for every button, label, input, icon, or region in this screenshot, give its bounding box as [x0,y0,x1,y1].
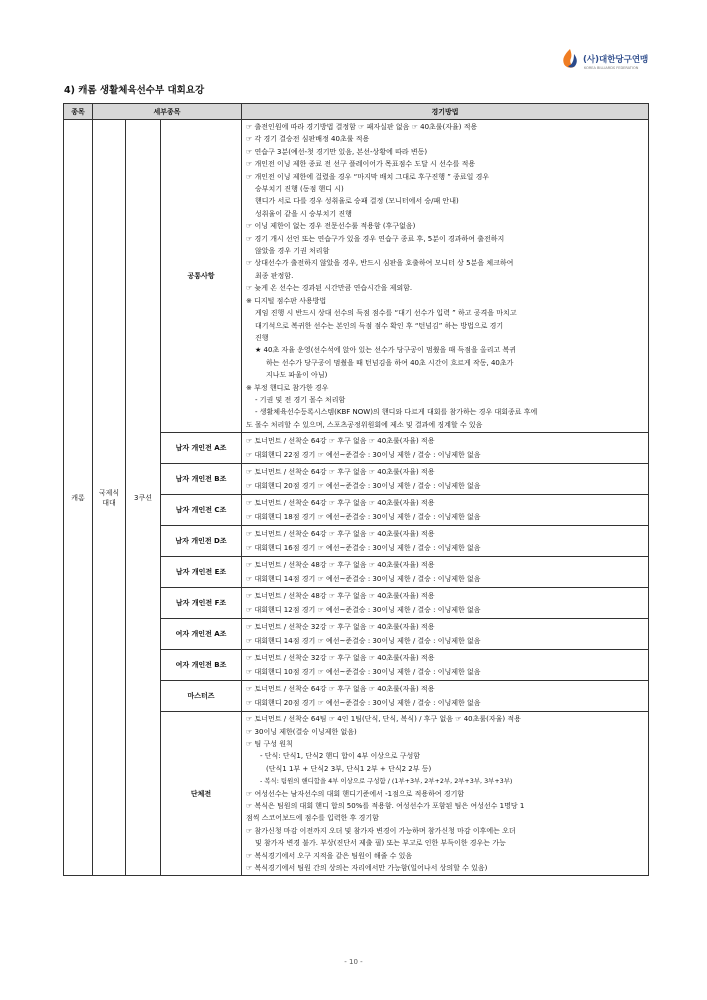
common-line: - 생활체육선수등록시스템(KBF NOW)의 핸디와 다르게 대회를 참가하는 경우 대회종료 후에 [255,408,538,417]
common-line: 성취율이 같을 시 승부치기 진행 [255,209,352,218]
team-line: - 단식: 단식1, 단식2 핸디 합이 4부 이상으로 구성함 [260,752,421,761]
team-rules [242,712,649,876]
event-cell: 캐롬 [64,120,93,876]
common-line: ★ 40초 자율 운영(선수석에 앉아 있는 선수가 당구공이 멈췄을 때 득점을 올리고 복귀 [255,346,517,355]
common-line: 승부치기 진행 (동점 핸디 시) [255,185,344,194]
division-name: 여자 개인전 B조 [161,650,242,681]
division-line: ☞ 대회핸디 18점 경기 ☞ 예선~준결승 : 30이닝 제한 / 결승 : 이닝제한 없음 [246,513,481,522]
rules-table [63,103,649,876]
common-line: 게임 진행 시 반드시 상대 선수의 득점 점수를 “대기 선수가 입력 ” 하고 공격을 마치고 [255,309,517,318]
division-line: ☞ 대회핸디 20점 경기 ☞ 예선~준결승 : 30이닝 제한 / 결승 : 이닝제한 없음 [246,482,481,491]
team-line: 및 참가자 변경 불가. 부상(진단서 제출 필) 또는 부고로 인한 부득이한 경우는 가능 [255,839,506,848]
common-rules [242,120,649,433]
division-name: 남자 개인전 F조 [161,588,242,619]
team-line: - 복식: 팀원의 핸디합을 4부 이상으로 구성함 / (1부+3부, 2부+2부, 2부+3부, 3부+3부) [260,777,513,786]
common-line: ☞ 상대선수가 출전하지 않았을 경우, 반드시 심판을 호출하여 모니터 상 5분을 체크하여 [246,259,514,268]
division-line: ☞ 토너먼트 / 선착순 32강 ☞ 후구 없음 ☞ 40초룰(자율) 적용 [246,623,435,632]
common-line: 핸디가 서로 다를 경우 성취율로 승패 결정 (모니터에서 승/패 안내) [255,197,459,206]
division-line: ☞ 대회핸디 14점 경기 ☞ 예선~준결승 : 30이닝 제한 / 결승 : 이닝제한 없음 [246,637,481,646]
common-line: ☞ 각 경기 결승전 심판배정 40초룰 적용 [246,135,370,144]
common-line: ☞ 경기 개시 선언 또는 연습구가 있을 경우 연습구 종료 후, 5분이 경과하여 출전하지 [246,234,505,243]
division-name: 남자 개인전 E조 [161,557,242,588]
header-event: 종목 [64,104,93,120]
team-line: 점씩 스코어보드에 점수를 입력한 후 경기함 [246,814,379,823]
common-line: 대기석으로 복귀한 선수는 본인의 득점 점수 확인 후 “턴넘김” 하는 방법으로 경기 [255,321,504,330]
common-line: ☞ 늦게 온 선수는 경과된 시간만큼 연습시간을 제외함. [246,284,413,293]
common-line: ※ 디지털 점수판 사용방법 [246,296,327,305]
division-line: ☞ 대회핸디 14점 경기 ☞ 예선~준결승 : 30이닝 제한 / 결승 : 이닝제한 없음 [246,575,481,584]
sub-cell: 3쿠션 [126,120,161,876]
division-line: ☞ 토너먼트 / 선착순 64강 ☞ 후구 없음 ☞ 40초룰(자율) 적용 [246,685,435,694]
division-line: ☞ 토너먼트 / 선착순 64강 ☞ 후구 없음 ☞ 40초룰(자율) 적용 [246,530,435,539]
team-line: (단식1 1부 + 단식2 3부, 단식1 2부 + 단식2 2부 등) [266,764,432,773]
common-line: ※ 부정 핸디로 참가한 경우 [246,383,329,392]
flame-logo-icon [560,48,580,70]
common-line: 지나도 파울이 아님) [266,371,328,380]
table-row [64,120,649,433]
header-subevent: 세부종목 [93,104,242,120]
team-label: 단체전 [161,712,242,876]
division-name: 여자 개인전 A조 [161,619,242,650]
logo-text: (사)대한당구연맹 [583,55,649,65]
division-name: 남자 개인전 B조 [161,464,242,495]
common-line: ☞ 개인전 이닝 제한에 걸렸을 경우 “마지막 배치 그대로 후구진행 ” 종료일 경우 [246,172,490,181]
common-line: 최종 판정함. [255,271,294,280]
division-line: ☞ 대회핸디 10점 경기 ☞ 예선~준결승 : 30이닝 제한 / 결승 : 이닝제한 없음 [246,668,481,677]
division-line: ☞ 대회핸디 20점 경기 ☞ 예선~준결승 : 30이닝 제한 / 결승 : 이닝제한 없음 [246,699,481,708]
common-line: ☞ 출전인원에 따라 경기방법 결정함 ☞ 패자실판 없음 ☞ 40초룰(자율) 적용 [246,123,478,131]
division-line: ☞ 대회핸디 16점 경기 ☞ 예선~준결승 : 30이닝 제한 / 결승 : 이닝제한 없음 [246,544,481,553]
page-number: - 10 - [344,958,363,966]
division-line: ☞ 대회핸디 22점 경기 ☞ 예선~준결승 : 30이닝 제한 / 결승 : 이닝제한 없음 [246,451,481,460]
header-method: 경기방법 [242,104,649,120]
section-title: 4) 캐롬 생활체육선수부 대회요강 [64,85,205,96]
table-header-row [64,104,649,120]
team-line: ☞ 복식은 팀원의 대회 핸디 합의 50%를 적용함. 여성선수가 포함된 팀은 여성선수 1명당 1 [246,802,525,810]
division-line: ☞ 토너먼트 / 선착순 48강 ☞ 후구 없음 ☞ 40초룰(자율) 적용 [246,592,435,601]
common-line: ☞ 이닝 제한이 없는 경우 전문선수룰 적용함 (후구없음) [246,222,416,231]
common-line: ☞ 개인전 이닝 제한 종료 전 선구 플레이어가 목표점수 도달 시 선수를 적용 [246,160,476,169]
division-line: ☞ 토너먼트 / 선착순 32강 ☞ 후구 없음 ☞ 40초룰(자율) 적용 [246,654,435,663]
common-line: 도 몰수 처리할 수 있으며, 스포츠공정위원회에 제소 및 결과에 징계할 수 있음 [246,420,483,429]
division-name: 마스터즈 [161,681,242,712]
logo-subtext: KOREA BILLIARDS FEDERATION [584,66,639,70]
common-line: - 기권 및 전 경기 몰수 처리함 [255,395,346,404]
team-line: ☞ 30이닝 제한(결승 이닝제한 없음) [246,727,357,736]
common-line: 하는 선수가 당구공이 멈췄을 때 턴넘김을 하여 40초 시간이 흐르게 작동, 40초가 [266,358,514,367]
common-line: ☞ 연습구 3분(예선-첫 경기만 있음, 본선-상황에 따라 변동) [246,147,428,156]
common-line: 진행 [255,333,269,342]
division-line: ☞ 토너먼트 / 선착순 64강 ☞ 후구 없음 ☞ 40초룰(자율) 적용 [246,437,435,446]
type-cell: 국제식 대대 [93,120,126,876]
division-line: ☞ 토너먼트 / 선착순 48강 ☞ 후구 없음 ☞ 40초룰(자율) 적용 [246,561,435,570]
team-line: ☞ 여성선수는 남자선수의 대회 핸디기준에서 -1점으로 적용하여 경기함 [246,789,465,798]
division-line: ☞ 토너먼트 / 선착순 64강 ☞ 후구 없음 ☞ 40초룰(자율) 적용 [246,468,435,477]
team-line: ☞ 팀 구성 원칙 [246,739,293,748]
team-line: ☞ 복식경기에서 팀원 간의 상의는 자리에서만 가능함(일어나서 상의할 수 있음) [246,864,488,873]
common-label: 공통사항 [161,120,242,433]
team-line: ☞ 토너먼트 / 선착순 64팀 ☞ 4인 1팀(단식, 단식, 복식) / 후구 없음 ☞ 40초룰(자율) 적용 [246,715,521,724]
team-line: ☞ 복식경기에서 오구 지적을 같은 팀원이 해줄 수 있음 [246,851,413,860]
division-name: 남자 개인전 D조 [161,526,242,557]
division-line: ☞ 대회핸디 12점 경기 ☞ 예선~준결승 : 30이닝 제한 / 결승 : 이닝제한 없음 [246,606,481,615]
division-line: ☞ 토너먼트 / 선착순 64강 ☞ 후구 없음 ☞ 40초룰(자율) 적용 [246,499,435,508]
common-line: 않았을 경우 기권 처리함 [255,247,330,256]
team-line: ☞ 참가신청 마감 이전까지 오더 및 참가자 변경이 가능하며 참가신청 마감 이후에는 오더 [246,826,516,835]
division-name: 남자 개인전 A조 [161,433,242,464]
division-name: 남자 개인전 C조 [161,495,242,526]
